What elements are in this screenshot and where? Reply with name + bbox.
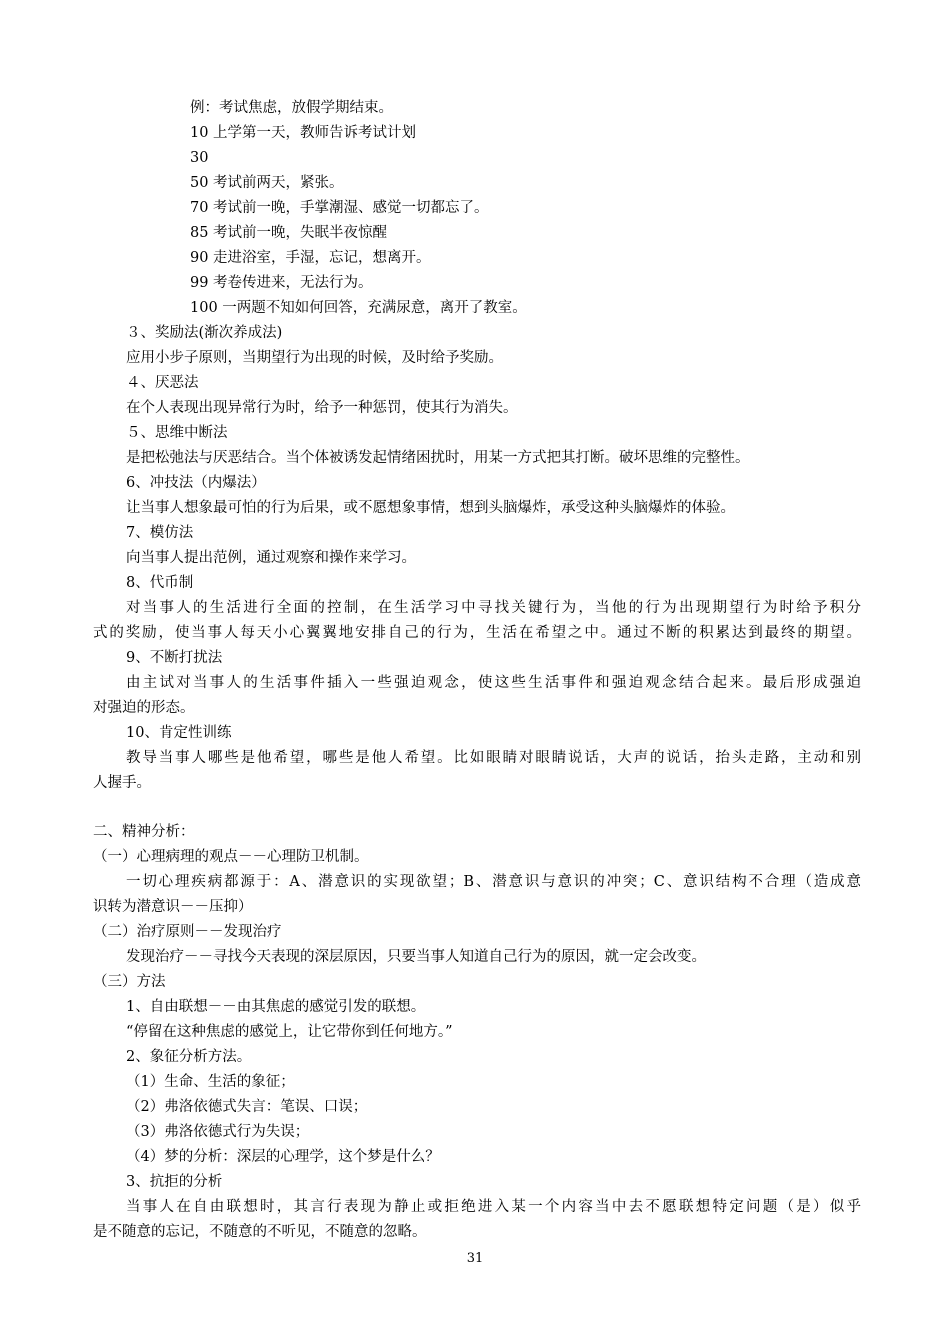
subsection-heading: （三）方法 xyxy=(93,974,166,990)
part-heading: 二、精神分析： xyxy=(93,824,195,840)
method-heading: 3、抗拒的分析 xyxy=(126,1174,223,1190)
section-heading: 10、肯定性训练 xyxy=(126,725,232,741)
subsection-heading: （一）心理病理的观点－－心理防卫机制。 xyxy=(93,849,369,865)
section-heading: ３、奖励法(渐次养成法) xyxy=(126,325,283,341)
page-number: 31 xyxy=(466,1251,484,1266)
section-body: 让当事人想象最可怕的行为后果，或不愿想象事情，想到头脑爆炸，承受这种头脑爆炸的体验。 xyxy=(126,500,735,516)
section-body: 对当事人的生活进行全面的控制，在生活学习中寻找关键行为，当他的行为出现期望行为时给予积分 xyxy=(126,600,861,616)
subsection-heading: （二）治疗原则－－发现治疗 xyxy=(93,924,282,940)
subsection-body: 一切心理疾病都源于：A、潜意识的实现欲望；B、潜意识与意识的冲突；C、意识结构不合理（造成意 xyxy=(126,874,861,890)
example-line: 30 xyxy=(190,150,209,166)
example-line: 99 考卷传进来，无法行为。 xyxy=(190,275,373,291)
method-body: 当事人在自由联想时，其言行表现为静止或拒绝进入某一个内容当中去不愿联想特定问题（是）似乎 xyxy=(126,1199,861,1215)
section-body: 人握手。 xyxy=(93,775,151,791)
section-heading: 6、冲技法（内爆法） xyxy=(126,475,266,491)
section-body: 应用小步子原则，当期望行为出现的时候，及时给予奖励。 xyxy=(126,350,503,366)
section-heading: ４、厌恶法 xyxy=(126,375,199,391)
section-body: 是把松弛法与厌恶结合。当个体被诱发起情绪困扰时，用某一方式把其打断。破坏思维的完整性。 xyxy=(126,450,750,466)
example-line: 85 考试前一晚，失眠半夜惊醒 xyxy=(190,225,388,241)
method-item: （1）生命、生活的象征； xyxy=(126,1074,295,1090)
subsection-body: 发现治疗－－寻找今天表现的深层原因，只要当事人知道自己行为的原因，就一定会改变。 xyxy=(126,949,706,965)
section-heading: 8、代币制 xyxy=(126,575,194,591)
example-line: 100 一两题不知如何回答，充满尿意，离开了教室。 xyxy=(190,300,527,316)
section-body: 在个人表现出现异常行为时，给予一种惩罚，使其行为消失。 xyxy=(126,400,518,416)
section-heading: ５、思维中断法 xyxy=(126,425,228,441)
example-line: 例：考试焦虑，放假学期结束。 xyxy=(190,100,393,116)
method-quote: “停留在这种焦虑的感觉上，让它带你到任何地方。” xyxy=(126,1024,453,1040)
method-item: （3）弗洛依德式行为失误； xyxy=(126,1124,310,1140)
method-body: 是不随意的忘记，不随意的不听见，不随意的忽略。 xyxy=(93,1224,427,1240)
subsection-body: 识转为潜意识－－压抑） xyxy=(93,899,253,915)
example-line: 50 考试前两天，紧张。 xyxy=(190,175,344,191)
section-body: 由主试对当事人的生活事件插入一些强迫观念，使这些生活事件和强迫观念结合起来。最后形成强迫 xyxy=(126,675,861,691)
section-heading: 9、不断打扰法 xyxy=(126,650,223,666)
method-item: （2）弗洛依德式失言：笔误、口误； xyxy=(126,1099,368,1115)
section-body: 教导当事人哪些是他希望，哪些是他人希望。比如眼睛对眼睛说话，大声的说话，抬头走路，主动和别 xyxy=(126,750,861,766)
section-heading: 7、模仿法 xyxy=(126,525,194,541)
method-item: （4）梦的分析：深层的心理学，这个梦是什么？ xyxy=(126,1149,440,1165)
section-body: 对强迫的形态。 xyxy=(93,700,195,716)
method-heading: 1、自由联想－－由其焦虑的感觉引发的联想。 xyxy=(126,999,426,1015)
method-heading: 2、象征分析方法。 xyxy=(126,1049,252,1065)
section-body: 向当事人提出范例，通过观察和操作来学习。 xyxy=(126,550,416,566)
example-line: 90 走进浴室，手湿，忘记，想离开。 xyxy=(190,250,431,266)
example-line: 70 考试前一晚，手掌潮湿、感觉一切都忘了。 xyxy=(190,200,489,216)
example-line: 10 上学第一天，教师告诉考试计划 xyxy=(190,125,417,141)
section-body: 式的奖励，使当事人每天小心翼翼地安排自己的行为，生活在希望之中。通过不断的积累达到最终的期望。 xyxy=(93,625,861,641)
